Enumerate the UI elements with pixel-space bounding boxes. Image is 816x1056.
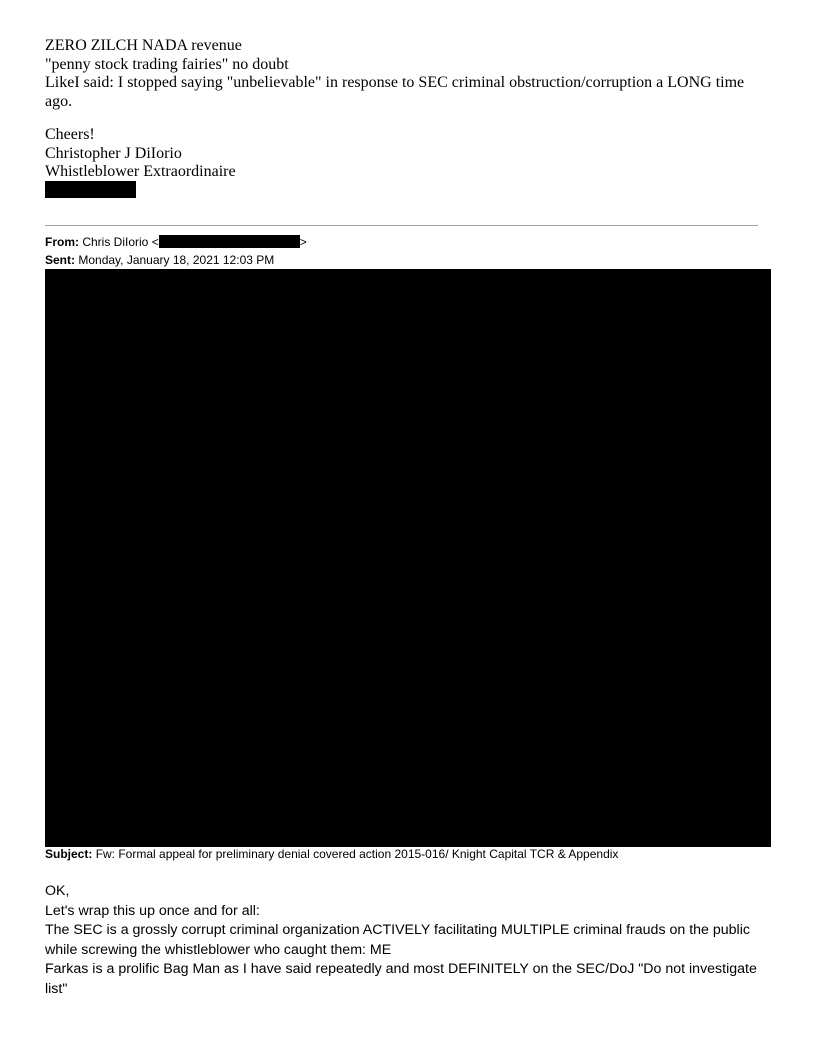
sent-row <box>45 251 274 269</box>
body-line: OK, <box>45 883 70 899</box>
subject-label: Subject: <box>45 847 93 861</box>
body-line: The SEC is a grossly corrupt criminal organization ACTIVELY facilitating MULTIPLE criminal frauds on the public <box>45 922 750 938</box>
redaction-signature <box>45 181 136 198</box>
closing: Cheers! <box>45 126 95 143</box>
reply-line: ago. <box>45 92 73 110</box>
sent-value: Monday, January 18, 2021 12:03 PM <box>78 253 275 267</box>
subject-row <box>45 845 618 863</box>
from-row <box>45 233 307 251</box>
reply-line: "penny stock trading fairies" no doubt <box>45 55 289 73</box>
sent-label: Sent: <box>45 253 75 267</box>
body-line: while screwing the whistleblower who caught them: ME <box>45 941 392 958</box>
reply-line: ZERO ZILCH NADA revenue <box>45 37 242 54</box>
reply-line: LikeI said: I stopped saying "unbelievable" in response to SEC criminal obstruction/corruption a LONG time <box>45 74 745 92</box>
body-line: Let's wrap this up once and for all: <box>45 902 260 919</box>
subject-value: Fw: Formal appeal for preliminary denial covered action 2015-016/ Knight Capital TCR & Appendix <box>95 847 619 861</box>
from-label: From: <box>45 235 79 249</box>
signature-name: Christopher J DiIorio <box>45 144 182 162</box>
from-close: > <box>299 235 307 249</box>
body-line: list" <box>45 980 68 997</box>
message-body <box>45 882 775 999</box>
from-name: Chris DiIorio < <box>82 235 159 249</box>
divider <box>45 225 758 226</box>
redaction-header-block <box>45 269 771 847</box>
body-line: Farkas is a prolific Bag Man as I have said repeatedly and most DEFINITELY on the SEC/DoJ "Do not investigate <box>45 961 757 977</box>
signature-block <box>45 126 445 182</box>
redaction-email <box>159 235 300 248</box>
signature-title: Whistleblower Extraordinaire <box>45 163 236 181</box>
reply-body <box>45 37 775 111</box>
